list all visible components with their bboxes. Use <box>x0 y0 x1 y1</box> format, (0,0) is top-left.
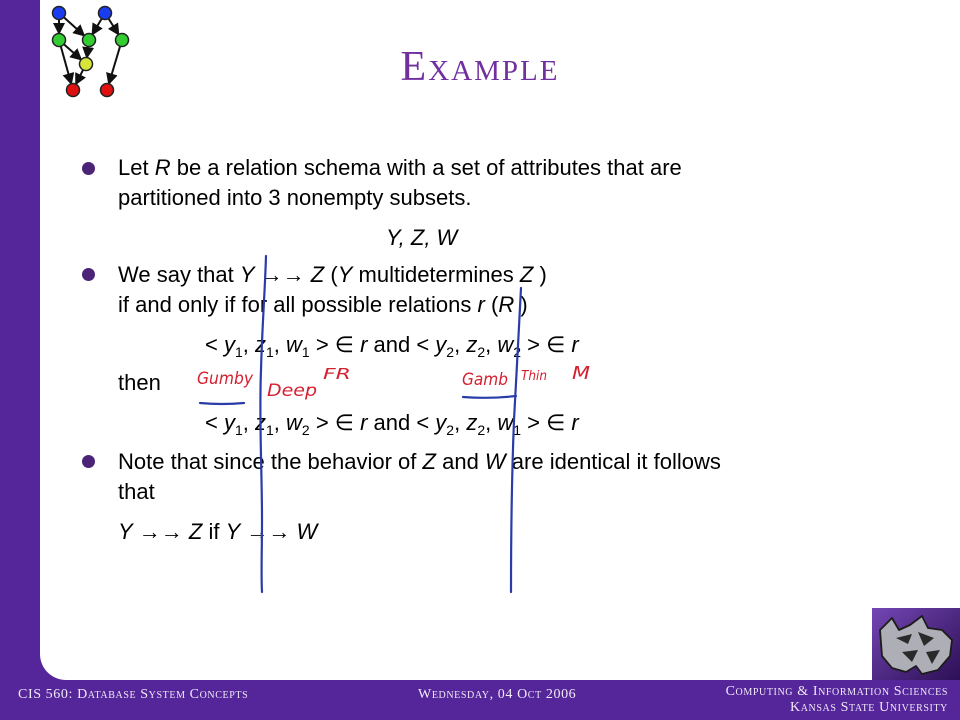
graph-node-blue <box>53 7 66 20</box>
subscript: 1 <box>301 344 310 360</box>
variable-y: y <box>435 410 447 435</box>
variable-y: y <box>223 410 235 435</box>
graph-edge <box>64 17 84 35</box>
variable-Y: Y <box>337 262 353 287</box>
text-run: ( <box>484 292 499 317</box>
subscript: 1 <box>234 422 243 438</box>
ink-note: Gamb <box>462 370 508 390</box>
round-bullet-icon <box>82 268 95 281</box>
tuples-implied <box>205 410 579 443</box>
variable-r: r <box>477 292 485 317</box>
subscript: 2 <box>477 422 486 438</box>
subscript: 2 <box>301 422 310 438</box>
ink-note: FR <box>323 365 351 383</box>
variable-Z: Z <box>519 262 534 287</box>
text-run: ) <box>514 292 528 317</box>
variable-Z: Z <box>422 449 436 474</box>
text-run: and < <box>367 332 436 357</box>
bullet2-line2 <box>118 292 528 318</box>
slide-title: Example <box>400 44 560 90</box>
round-bullet-icon <box>82 455 95 468</box>
variable-z: z <box>255 332 266 357</box>
text-run: , <box>485 332 498 357</box>
ink-note: M <box>572 363 591 384</box>
text-run: We say that <box>118 262 240 287</box>
subscript: 2 <box>513 344 522 360</box>
text-run: , <box>454 332 467 357</box>
bullet1-line1 <box>118 155 682 181</box>
text-run: ( <box>324 262 338 287</box>
mvd-arrow: →→ <box>254 262 311 287</box>
subscript: 2 <box>446 344 455 360</box>
subscript: 1 <box>234 344 243 360</box>
text-run: > ∈ <box>309 332 361 357</box>
text-run: be a relation schema with a set of attributes that are <box>170 155 682 180</box>
footer-date: Wednesday, 04 Oct 2006 <box>418 687 577 702</box>
variable-R: R <box>154 155 171 180</box>
round-bullet-icon <box>82 162 95 175</box>
graph-node-blue <box>99 7 112 20</box>
variable-z: z <box>466 332 478 357</box>
variable-Y: Y <box>225 519 241 544</box>
ink-note: Deep <box>267 381 318 401</box>
subscript: 2 <box>446 422 455 438</box>
powercat-logo-icon <box>872 608 960 680</box>
bullet1-line2: partitioned into 3 nonempty subsets. <box>118 185 472 210</box>
text-run: Let <box>118 155 155 180</box>
footer-course: CIS 560: Database System Concepts <box>18 687 249 702</box>
variable-y: y <box>435 332 447 357</box>
variable-z: z <box>466 410 478 435</box>
text-run: and < <box>367 410 436 435</box>
variable-r: r <box>360 410 368 435</box>
text-run: if <box>202 519 226 544</box>
variable-r: r <box>360 332 368 357</box>
text-run: ) <box>533 262 547 287</box>
variable-r: r <box>571 410 579 435</box>
subscript: 1 <box>266 344 274 360</box>
bullet2-line1 <box>118 262 547 288</box>
attribute-subsets: Y, Z, W <box>386 225 458 250</box>
variable-r: r <box>571 332 579 357</box>
variable-z: z <box>255 410 266 435</box>
bullet3-line1 <box>118 449 721 475</box>
variable-Z: Z <box>188 519 203 544</box>
conclusion <box>118 519 317 545</box>
variable-w: w <box>286 410 302 435</box>
variable-W: W <box>296 519 318 544</box>
mvd-arrow: →→ <box>132 519 189 544</box>
subscript: 1 <box>513 422 522 438</box>
text-run: < <box>205 332 224 357</box>
variable-w: w <box>497 410 514 435</box>
text-run: , <box>273 410 287 435</box>
graph-edge <box>109 19 119 35</box>
ink-note: Thin <box>521 369 547 384</box>
then-label: then <box>118 370 161 395</box>
footer-university: Kansas State University <box>789 700 948 715</box>
text-run: multidetermines <box>352 262 520 287</box>
variable-w: w <box>286 332 302 357</box>
text-run: , <box>242 410 255 435</box>
variable-y: y <box>223 332 235 357</box>
variable-Y: Y <box>118 519 133 544</box>
variable-Z: Z <box>310 262 325 287</box>
subscript: 1 <box>266 422 274 438</box>
text-run: < <box>205 410 224 435</box>
text-run: and <box>435 449 485 474</box>
ink-note: Gumby <box>197 369 254 389</box>
text-run: , <box>485 410 498 435</box>
graph-edge <box>93 19 102 34</box>
text-run: , <box>454 410 467 435</box>
text-run: Note that since the behavior of <box>118 449 423 474</box>
text-run: if and only if for all possible relations <box>118 292 478 317</box>
variable-w: w <box>497 332 514 357</box>
text-run: > ∈ <box>521 410 572 435</box>
text-run: , <box>273 332 287 357</box>
variable-W: W <box>484 449 506 474</box>
footer-department: Computing & Information Sciences <box>725 684 948 699</box>
bullet3-line2: that <box>118 479 155 504</box>
text-run: , <box>242 332 255 357</box>
tuples-given <box>205 332 579 365</box>
variable-R: R <box>498 292 515 317</box>
subscript: 2 <box>477 344 486 360</box>
text-run: > ∈ <box>521 332 572 357</box>
text-run: > ∈ <box>309 410 361 435</box>
variable-Y: Y <box>239 262 255 287</box>
text-run: are identical it follows <box>505 449 721 474</box>
mvd-arrow: →→ <box>240 519 297 544</box>
